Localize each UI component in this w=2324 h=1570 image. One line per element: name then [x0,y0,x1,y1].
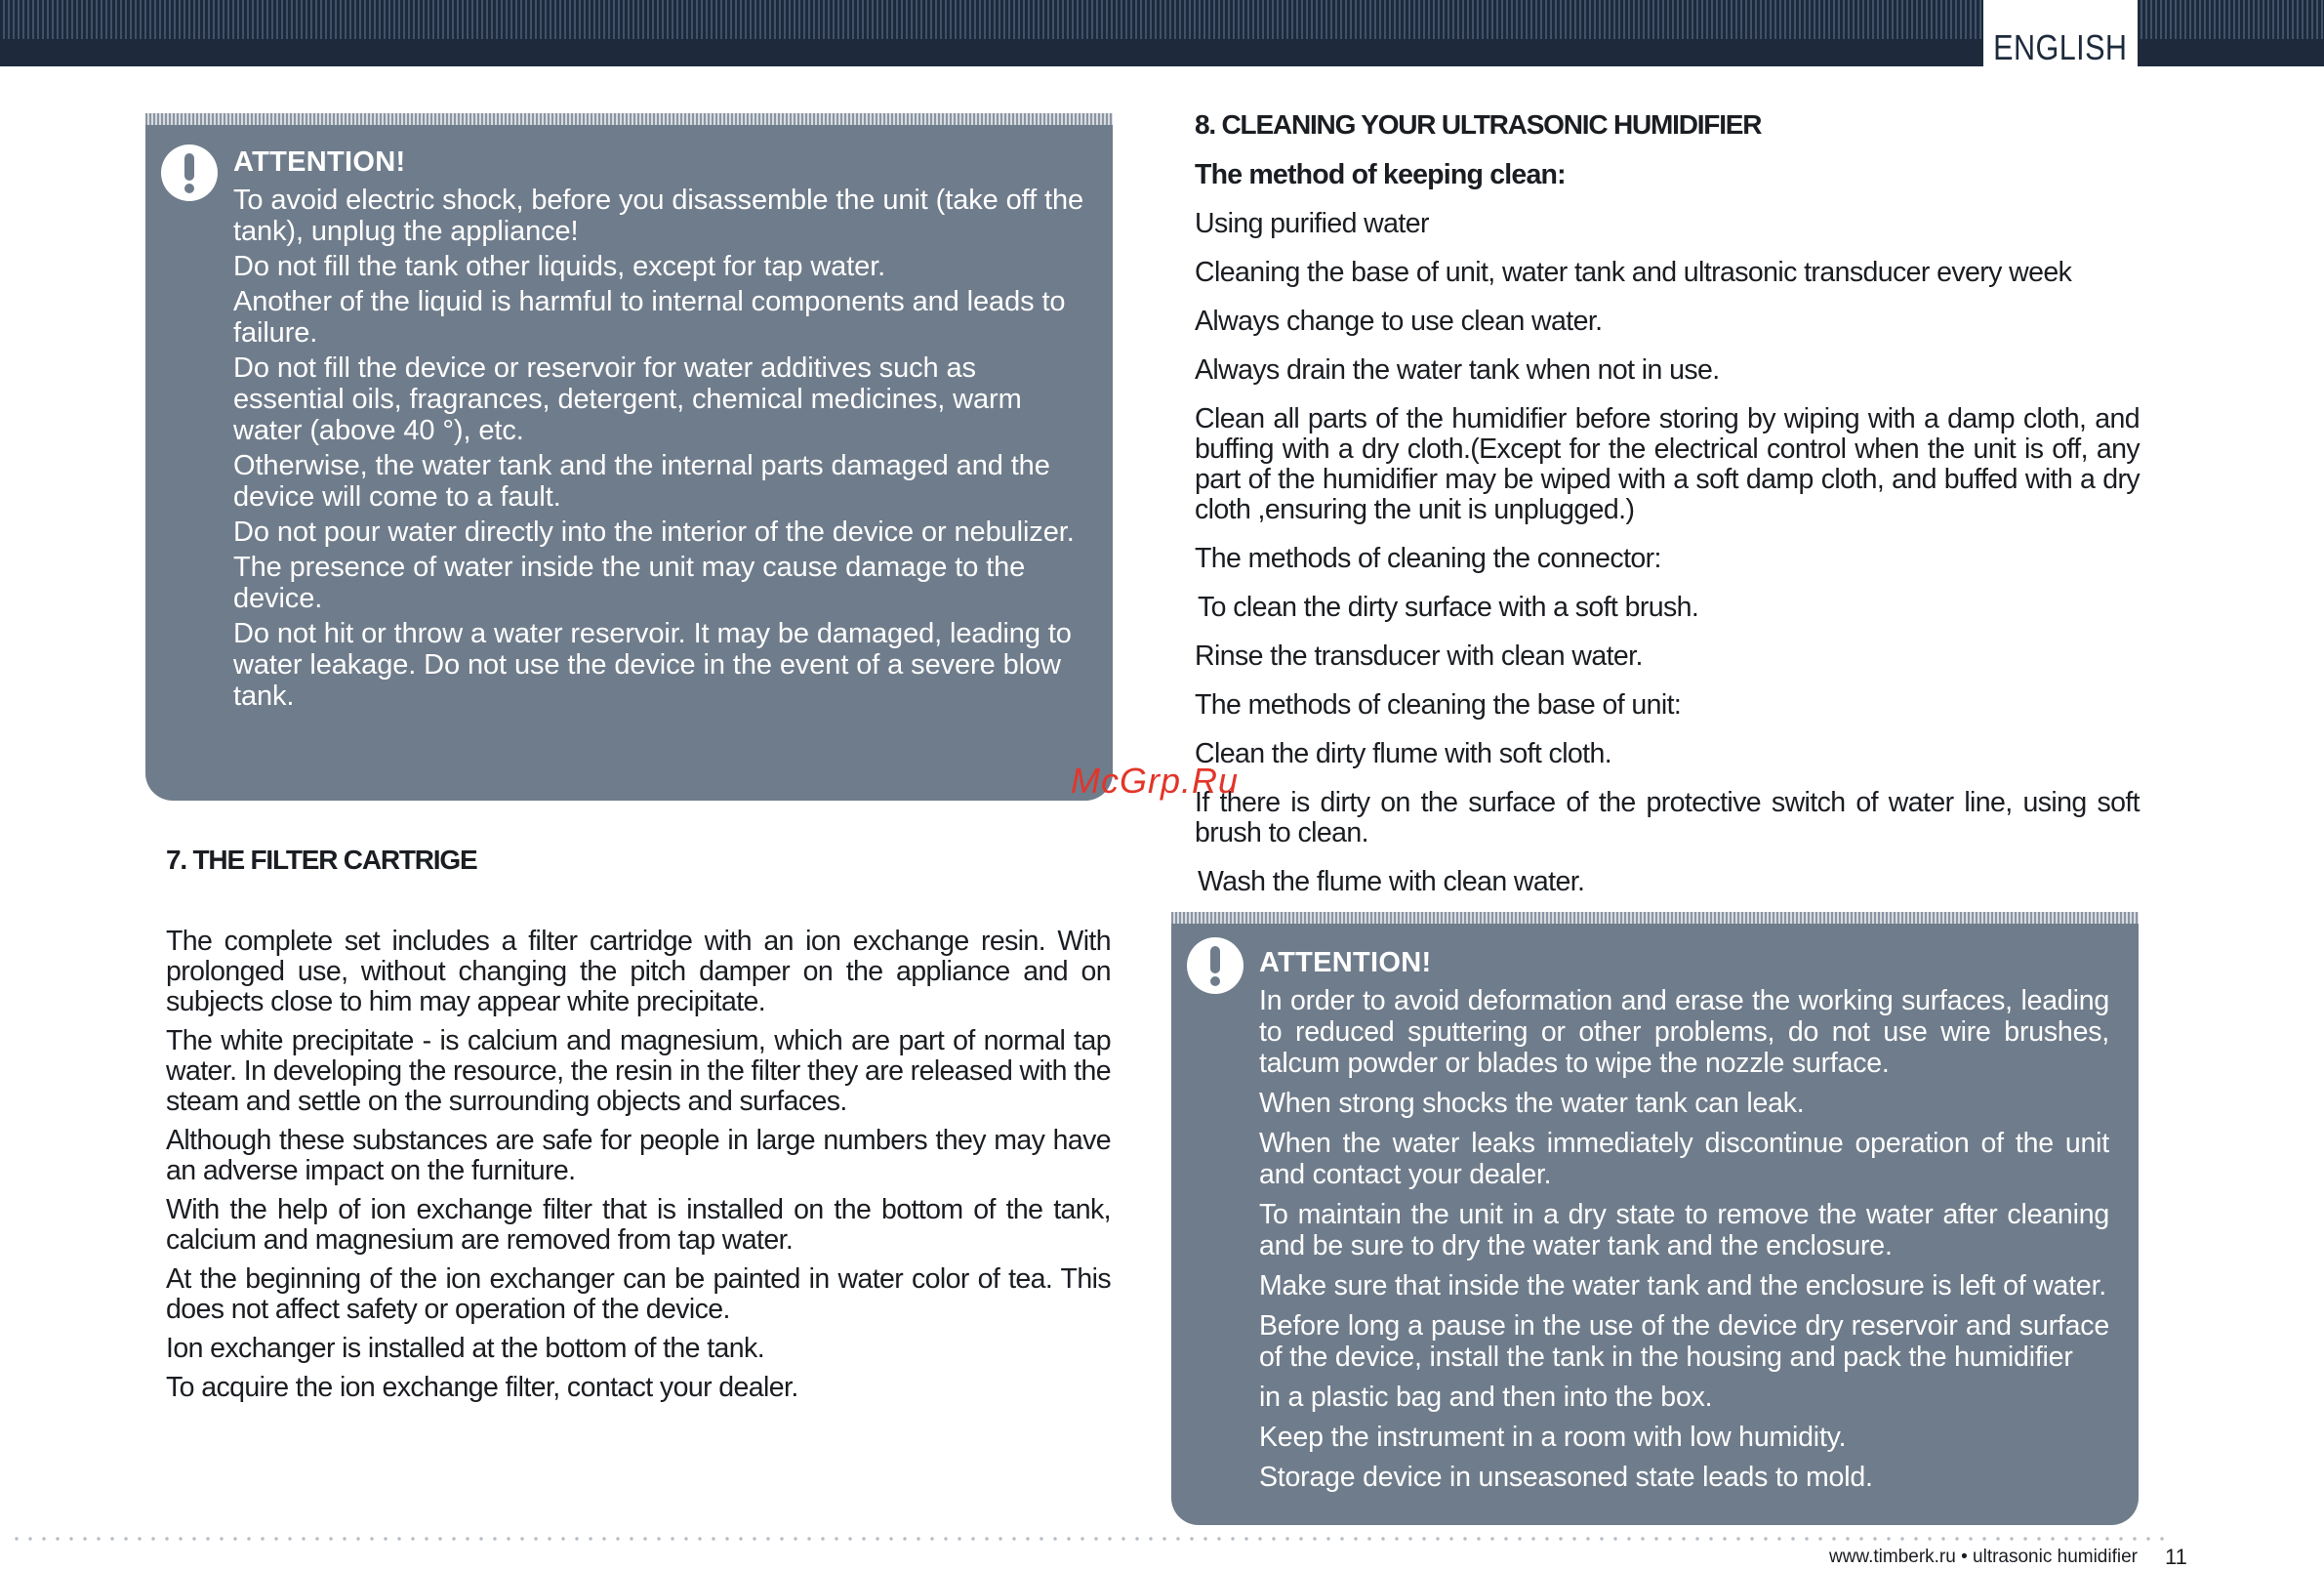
section-cleaning [1195,109,2140,916]
attention-paragraph: Otherwise, the water tank and the internal parts damaged and the device will come to a fault. [233,450,1050,513]
section-title: 8. CLEANING YOUR ULTRASONIC HUMIDIFIER [1195,109,1762,140]
section-filter-cartridge [166,845,1111,1412]
header-bar-solid [0,39,2324,66]
page-number: 11 [2165,1545,2187,1569]
footer-text: www.timberk.ru • ultrasonic humidifier [1828,1547,2138,1567]
section-paragraph: Clean the dirty flume with soft cloth. [1195,738,1612,769]
section-subtitle: The method of keeping clean: [1195,159,1566,190]
exclamation-icon [161,145,218,201]
section-paragraph: The complete set includes a filter cartridge with an ion exchange resin. With prolonged use, without changing the pitch damper on the appliance and on subjects close to him may appear white precipitate. [166,926,1111,1017]
attention-paragraph: Do not fill the device or reservoir for water additives such as essential oils, fragrances, detergent, chemical medicines, warm water (above 40 °), etc. [233,352,1022,446]
attention-box-1 [145,125,1113,801]
attention-title: ATTENTION! [1259,947,1432,978]
section-title: 7. THE FILTER CARTRIGE [166,845,477,875]
attention-paragraph: When the water leaks immediately discontinue operation of the unit and contact your dealer. [1259,1128,2109,1190]
attention-paragraph: When strong shocks the water tank can leak. [1259,1088,1805,1119]
attention-paragraph: To maintain the unit in a dry state to remove the water after cleaning and be sure to dry the water tank and the enclosure. [1259,1199,2109,1261]
attention-paragraph: To avoid electric shock, before you disassemble the unit (take off the tank), unplug the appliance! [233,185,1084,247]
attention-paragraph: Do not pour water directly into the interior of the device or nebulizer. [233,516,1075,548]
section-paragraph: Rinse the transducer with clean water. [1195,640,1643,672]
attention-paragraph: in a plastic bag and then into the box. [1259,1382,1713,1413]
watermark: McGrp.Ru [1071,761,1240,801]
section-paragraph: To acquire the ion exchange filter, contact your dealer. [166,1372,798,1403]
footer-divider [10,1537,2167,1541]
attention-paragraph: Keep the instrument in a room with low humidity. [1259,1422,1847,1453]
language-label: ENGLISH [1993,27,2128,67]
section-paragraph: Wash the flume with clean water. [1198,866,1585,897]
section-paragraph: Using purified water [1195,208,1429,239]
section-paragraph: The methods of cleaning the base of unit: [1195,689,1682,721]
attention-paragraph: Do not hit or throw a water reservoir. It may be damaged, leading to water leakage. Do not use the device in the event of a severe blow tank. [233,618,1072,712]
section-paragraph: Although these substances are safe for people in large numbers they may have an adverse impact on the furniture. [166,1125,1111,1186]
attention-paragraph: Another of the liquid is harmful to internal components and leads to failure. [233,286,1066,349]
section-paragraph: Clean all parts of the humidifier before storing by wiping with a damp cloth, and buffing with a dry cloth.(Except for the electrical control when the unit is off, any part of the humidifier may be wiped with a soft damp cloth, and buffed with a dry cloth ,ensuring the unit is unplugged.) [1195,403,2140,525]
section-paragraph: Cleaning the base of unit, water tank and ultrasonic transducer every week [1195,257,2072,288]
attention-title: ATTENTION! [233,146,406,178]
section-paragraph: At the beginning of the ion exchanger can be painted in water color of tea. This does not affect safety or operation of the device. [166,1263,1111,1325]
attention-box-2 [1171,924,2139,1525]
section-paragraph: To clean the dirty surface with a soft brush. [1198,592,1699,623]
language-tab [1983,0,2138,72]
section-paragraph: Ion exchanger is installed at the bottom of the tank. [166,1333,765,1364]
section-paragraph: Always drain the water tank when not in use. [1195,354,1720,386]
attention-paragraph: The presence of water inside the unit may cause damage to the device. [233,552,1026,614]
attention-paragraph: Do not fill the tank other liquids, except for tap water. [233,251,886,282]
section-paragraph: The methods of cleaning the connector: [1195,543,1661,574]
section-paragraph: With the help of ion exchange filter that is installed on the bottom of the tank, calcium and magnesium are removed from tap water. [166,1194,1111,1256]
attention-paragraph: Before long a pause in the use of the device dry reservoir and surface of the device, install the tank in the housing and pack the humidifier [1259,1310,2109,1373]
section-paragraph: If there is dirty on the surface of the protective switch of water line, using soft brush to clean. [1195,787,2140,848]
section-paragraph: The white precipitate - is calcium and magnesium, which are part of normal tap water. In developing the resource, the resin in the filter they are released with the steam and settle on the surrounding objects and surfaces. [166,1025,1111,1117]
section-paragraph: Always change to use clean water. [1195,306,1603,337]
attention-paragraph: In order to avoid deformation and erase the working surfaces, leading to reduced sputtering or other problems, do not use wire brushes, talcum powder or blades to wipe the nozzle surface. [1259,985,2109,1079]
attention-paragraph: Make sure that inside the water tank and the enclosure is left of water. [1259,1270,2107,1301]
exclamation-icon [1187,937,1244,994]
attention-paragraph: Storage device in unseasoned state leads to mold. [1259,1462,1873,1493]
